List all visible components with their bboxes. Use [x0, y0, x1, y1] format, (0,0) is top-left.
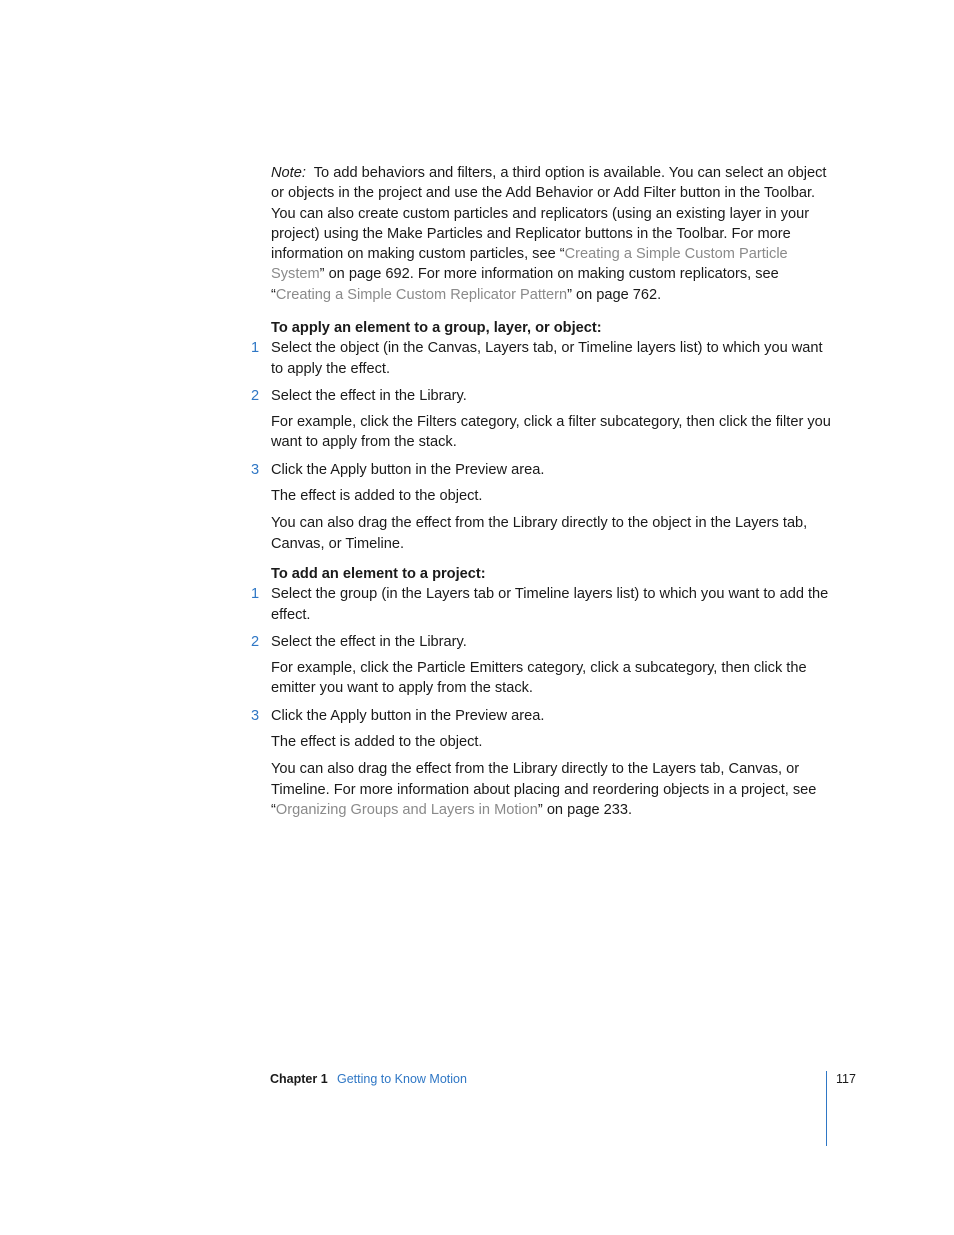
step-2 [251, 632, 831, 652]
step-text: Click the Apply button in the Preview area. [271, 461, 545, 478]
footer-divider [826, 1071, 827, 1146]
note-label: Note: [271, 165, 306, 181]
step-3-detail [271, 759, 831, 820]
step-number: 3 [251, 707, 260, 724]
step-3-result: The effect is added to the object. [271, 734, 483, 751]
step-number: 1 [251, 586, 260, 603]
section-heading: To add an element to a project: [271, 566, 486, 582]
note-text-3: ” on page 762. [567, 286, 662, 303]
page-number: 117 [836, 1072, 856, 1086]
link-custom-particle[interactable]: Creating a Simple Custom Particle System [271, 246, 788, 283]
detail-text-2: ” on page 233. [537, 801, 633, 818]
note-text-1: To add behaviors and filters, a third option is available. You can select an object or objects in the project and use the Add Behavior or Add Filter button in the Toolbar. You can also create custom particles and replicators (using an existing layer in your project) using the Make Particles and Replicator buttons in the Toolbar. For more information on making custom particles, see “ [271, 165, 827, 263]
step-text: Select the group (in the Layers tab or Timeline layers list) to which you want to add the effect. [271, 586, 829, 623]
step-1 [251, 584, 831, 625]
step-3 [251, 460, 831, 480]
step-text: Click the Apply button in the Preview area. [271, 707, 545, 724]
footer-chapter-label: Chapter 1 [270, 1072, 328, 1086]
step-number: 1 [251, 340, 260, 357]
step-2-detail: For example, click the Filters category, click a filter subcategory, then click the filter you want to apply from the stack. [271, 414, 831, 451]
link-organizing-groups[interactable]: Organizing Groups and Layers in Motion [275, 801, 538, 818]
step-3 [251, 706, 831, 726]
step-number: 2 [251, 633, 260, 650]
step-number: 3 [251, 461, 260, 478]
step-2-detail: For example, click the Particle Emitters category, click a subcategory, then click the emitter you want to apply from the stack. [271, 660, 807, 697]
section-apply-element [251, 318, 831, 554]
footer-chapter-title[interactable]: Getting to Know Motion [337, 1072, 467, 1086]
step-text: Select the effect in the Library. [271, 387, 467, 404]
section-heading: To apply an element to a group, layer, or object: [271, 320, 602, 336]
detail-text-1: You can also drag the effect from the Library directly to the Layers tab, Canvas, or Timeline. For more information about placing and reordering objects in a project, see “ [271, 761, 817, 818]
note-text-2: ” on page 692. For more information on making custom replicators, see “ [271, 266, 779, 303]
step-3-result: The effect is added to the object. [271, 488, 483, 505]
step-1 [251, 338, 831, 379]
step-3-detail: You can also drag the effect from the Library directly to the object in the Layers tab, Canvas, or Timeline. [271, 515, 808, 552]
step-text: Select the effect in the Library. [271, 633, 467, 650]
section-add-element [251, 564, 831, 820]
link-custom-replicator[interactable]: Creating a Simple Custom Replicator Pattern [275, 286, 568, 303]
step-2 [251, 386, 831, 406]
note-paragraph [271, 163, 831, 305]
step-number: 2 [251, 387, 260, 404]
step-text: Select the object (in the Canvas, Layers tab, or Timeline layers list) to which you want to apply the effect. [271, 340, 823, 377]
